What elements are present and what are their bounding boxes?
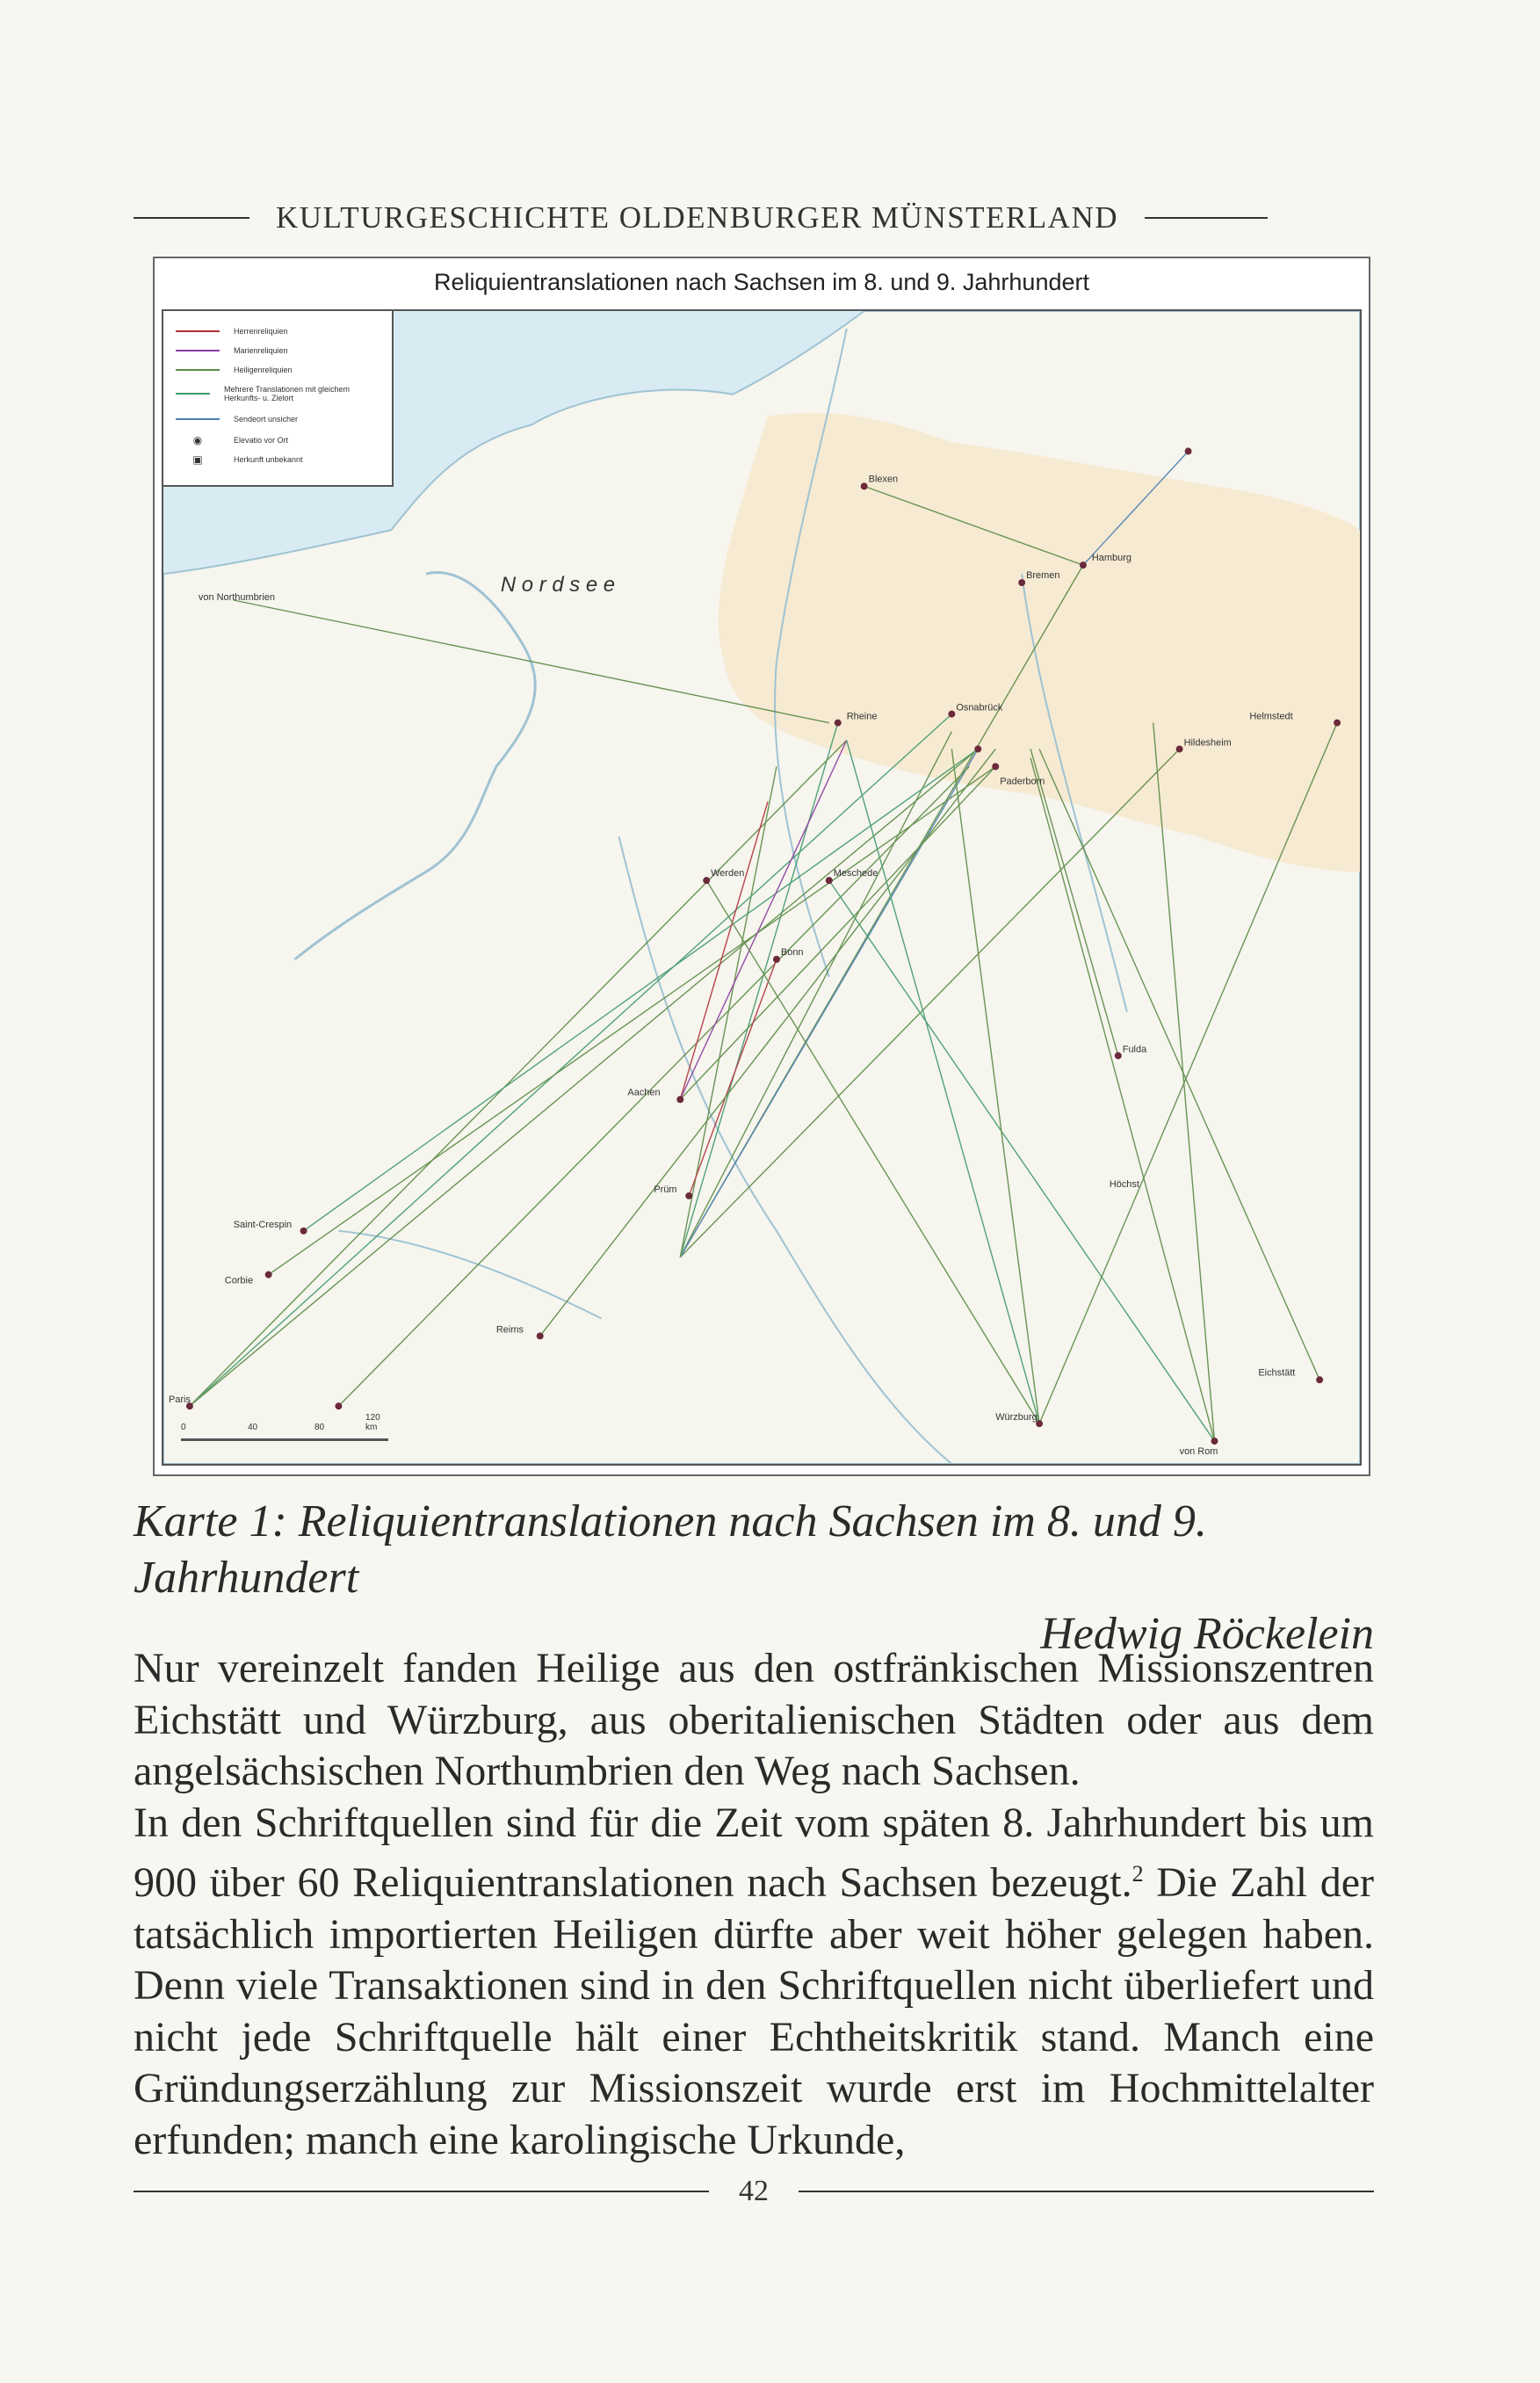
legend-item: ▣ Herkunft unbekannt [192,453,303,466]
page-number: 42 [739,2175,769,2207]
map-figure [153,257,1370,1476]
place-label-osnabrueck: Osnabrück [956,702,1003,713]
place-label-aachen: Aachen [627,1087,661,1098]
place-label-bremen: Bremen [1026,570,1060,582]
place-label-rom: von Rom [1179,1446,1218,1458]
running-header [134,200,1374,235]
paragraph: Nur vereinzelt fanden Heilige aus den ostfränkischen Missionszentren Eichstätt und Würzburg, aus oberitalienischen Städten oder aus dem angelsächsischen Northumbrien den Weg nach Sachsen. [134,1645,1374,1794]
sea-label: N o r d s e e [500,573,616,598]
legend-item: Heiligenreliquien [176,366,293,374]
place-label-hamburg: Hamburg [1091,553,1132,564]
place-label-pruem: Prüm [654,1184,677,1195]
place-label-blexen: Blexen [868,474,899,485]
map-title: Reliquientranslationen nach Sachsen im 8. und 9. Jahrhundert [434,269,1089,295]
figure-caption [134,1494,1374,1662]
place-label-bonn: Bonn [780,946,804,958]
legend-item: ◉ Elevatio vor Ort [192,434,289,446]
footer-rule-right [799,2191,1374,2192]
place-label-paderborn: Paderborn [1000,776,1045,787]
legend-item: Marienreliquien [176,346,288,355]
caption-author: Hedwig Röckelein [1040,1609,1374,1659]
map-legend [163,311,394,487]
place-label-northumbrien: von Northumbrien [198,591,275,603]
place-label-corbie: Corbie [224,1275,254,1286]
place-label-hoechst: Höchst [1109,1178,1139,1190]
paragraph: In den Schriftquellen sind für die Zeit vom späten 8. Jahrhundert bis um 900 über 60 Reliquientranslationen nach Sachsen bezeugt.$^2$ Die Zahl der tatsächlich importierten Heiligen dürfte aber weit höher gelegen haben. Denn viele Transaktionen sind in den Schriftquellen nicht überliefert und nicht jede Schriftquelle hält einer Echtheitskritik stand. Manch eine Gründungserzählung zur Missionszeit wurde erst im Hochmittelalter erfunden; manch eine karolingische Urkunde, [134,1799,1374,2163]
place-label-saint-crespin: Saint-Crespin [233,1219,293,1230]
header-rule-left [134,217,249,219]
legend-item: Herrenreliquien [176,327,288,336]
place-label-paris: Paris [168,1394,191,1406]
caption-text: Karte 1: Reliquientranslationen nach Sachsen im 8. und 9. Jahrhundert [134,1496,1207,1603]
page-footer [134,2174,1374,2209]
place-label-meschede: Meschede [833,868,878,880]
header-rule-right [1145,217,1268,219]
place-label-werden: Werden [711,868,745,880]
place-label-wuerzburg: Würzburg [995,1412,1038,1423]
footer-rule-left [134,2191,709,2192]
footnote-ref[interactable]: 2 [1132,1861,1144,1887]
legend-item: Sendeort unsicher [176,415,298,424]
place-label-eichstaett: Eichstätt [1258,1367,1296,1379]
legend-item: Mehrere Translationen mit gleichem Herkunfts- u. Zielort [176,385,378,402]
scale-bar: 0 40 80 120 km [181,1409,392,1445]
place-label-fulda: Fulda [1122,1044,1147,1055]
place-label-rheine: Rheine [846,711,878,722]
place-label-reims: Reims [495,1324,524,1336]
body-text [134,1643,1374,2166]
place-label-hildesheim: Hildesheim [1183,737,1232,749]
place-label-helmstedt: Helmstedt [1249,711,1293,722]
map-area [162,309,1362,1466]
running-title: KULTURGESCHICHTE OLDENBURGER MÜNSTERLAND [276,200,1118,235]
